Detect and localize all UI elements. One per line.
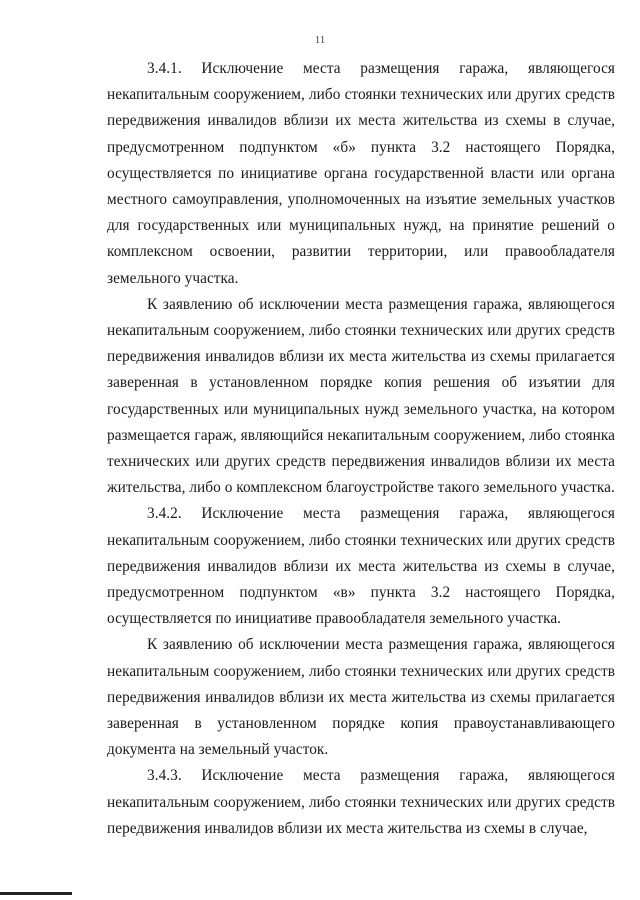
paragraph-3-4-1: 3.4.1. Исключение места размещения гаража, являющегося некапитальным сооружением, либо стоянки технических или других средств передвижения инвалидов вблизи их места жительства из схемы в случае, предусмотренном подпунктом «б» пункта 3.2 настоящего Порядка, осуществляется по инициативе органа государственной власти или органа местного самоуправления, уполномоченных на изъятие земельных участков для государственных или муниципальных нужд, на принятие решений о комплексном освоении, развитии территории, или правообладателя земельного участка. [107, 60, 615, 287]
document-body [107, 56, 615, 842]
paragraph-3-4-2: 3.4.2. Исключение места размещения гаража, являющегося некапитальным сооружением, либо стоянки технических или других средств передвижения инвалидов вблизи их места жительства из схемы в случае, предусмотренном подпунктом «в» пункта 3.2 настоящего Порядка, осуществляется по инициативе правообладателя земельного участка. [107, 505, 615, 628]
page-number: 11 [314, 34, 326, 46]
paragraph-3-4-3: 3.4.3. Исключение места размещения гаража, являющегося некапитальным сооружением, либо стоянки технических или других средств передвижения инвалидов вблизи их места жительства из схемы в случае, [107, 767, 615, 837]
scan-artifact-line [0, 892, 72, 895]
paragraph-3-4-2-attachment: К заявлению об исключении места размещения гаража, являющегося некапитальным сооружением, либо стоянки технических или других средств передвижения инвалидов вблизи их места жительства из схемы прилагается заверенная в установленном порядке копия правоустанавливающего документа на земельный участок. [107, 636, 615, 759]
paragraph-3-4-1-attachment: К заявлению об исключении места размещения гаража, являющегося некапитальным сооружением, либо стоянки технических или других средств передвижения инвалидов вблизи их места жительства из схемы прилагается заверенная в установленном порядке копия решения об изъятии для государственных или муниципальных нужд земельного участка, на котором размещается гараж, являющийся некапитальным сооружением, либо стоянка технических или других средств передвижения инвалидов вблизи их места жительства, либо о комплексном благоустройстве такого земельного участка. [107, 295, 615, 497]
